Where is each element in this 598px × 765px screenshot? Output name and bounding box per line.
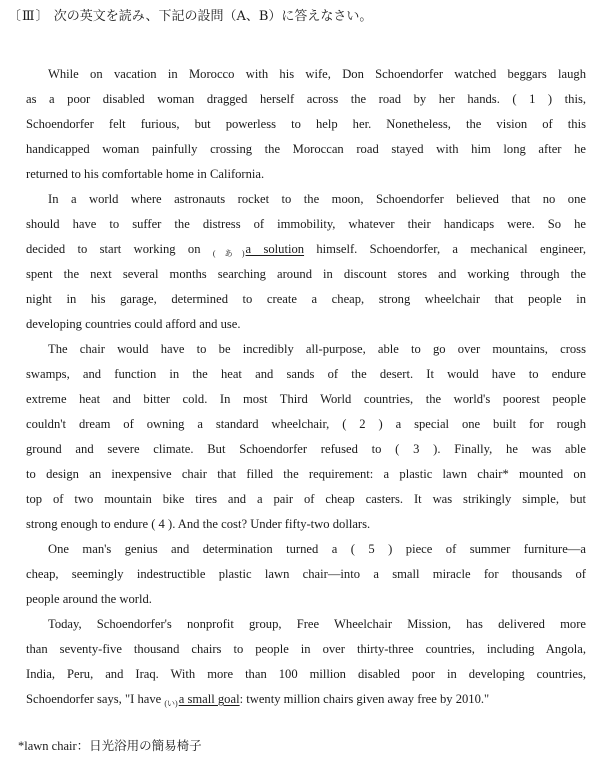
passage-line bbox=[26, 487, 586, 512]
passage-line bbox=[26, 562, 586, 587]
line-text: While on vacation in Morocco with his wife, Don Schoendorfer watched beggars laugh bbox=[48, 67, 586, 81]
passage-line bbox=[26, 412, 586, 437]
line-text: strong enough to endure ( 4 ). And the cost? Under fifty-two dollars. bbox=[26, 517, 371, 531]
footnote: *lawn chair：日光浴用の簡易椅子 bbox=[18, 739, 202, 753]
passage-line bbox=[26, 112, 586, 137]
passage-line bbox=[26, 687, 586, 712]
section-number: 〔Ⅲ〕 bbox=[8, 9, 50, 24]
passage-line bbox=[26, 612, 586, 637]
line-text: top of two mountain bike tires and a pair of cheap casters. It was strikingly simple, but bbox=[26, 492, 586, 506]
line-text: developing countries could afford and use. bbox=[26, 317, 241, 331]
line-text: handicapped woman painfully crossing the Moroccan road stayed with him long after he bbox=[26, 142, 586, 156]
line-text: people around the world. bbox=[26, 592, 152, 606]
line-text: couldn't dream of owning a standard wheelchair, ( 2 ) a special one built for rough bbox=[26, 417, 586, 431]
passage-line bbox=[26, 162, 586, 187]
passage-line bbox=[26, 637, 586, 662]
passage-line bbox=[26, 237, 586, 262]
line-text: as a poor disabled woman dragged herself across the road by her hands. ( 1 ) this, bbox=[26, 92, 586, 106]
line-text: than seventy-five thousand chairs to people in over thirty-three countries, including Angola, bbox=[26, 642, 586, 656]
line-text: swamps, and function in the heat and sands of the desert. It would have to endure bbox=[26, 367, 586, 381]
passage-line bbox=[26, 337, 586, 362]
line-text: The chair would have to be incredibly all-purpose, able to go over mountains, cross bbox=[48, 342, 586, 356]
passage-line bbox=[26, 512, 586, 537]
section-header bbox=[8, 8, 372, 26]
passage-line bbox=[26, 437, 586, 462]
passage-line bbox=[26, 62, 586, 87]
passage-line bbox=[26, 387, 586, 412]
underlined-phrase: a solution bbox=[245, 242, 305, 256]
line-text: should have to suffer the distress of immobility, whatever their handicaps were. So he bbox=[26, 217, 586, 231]
passage-line bbox=[26, 87, 586, 112]
passage-line bbox=[26, 362, 586, 387]
underlined-phrase: a small goal bbox=[178, 692, 240, 706]
line-text-pre: decided to start working on bbox=[26, 242, 213, 256]
section-instruction: 次の英文を読み、下記の設問（A、B）に答えなさい。 bbox=[53, 9, 373, 24]
line-text-post: himself. Schoendorfer, a mechanical engineer, bbox=[304, 242, 587, 256]
line-text: cheap, seemingly indestructible plastic lawn chair—into a small miracle for thousands of bbox=[26, 567, 586, 581]
line-text: ground and severe climate. But Schoendorfer refused to ( 3 ). Finally, he was able bbox=[26, 442, 586, 456]
line-text: night in his garage, determined to create a cheap, strong wheelchair that people in bbox=[26, 292, 586, 306]
passage-line bbox=[26, 187, 586, 212]
line-text: Schoendorfer felt furious, but powerless to help her. Nonetheless, the vision of this bbox=[26, 117, 586, 131]
line-text: spent the next several months searching around in discount stores and working through the bbox=[26, 267, 586, 281]
passage-line bbox=[26, 462, 586, 487]
line-text: Today, Schoendorfer's nonprofit group, Free Wheelchair Mission, has delivered more bbox=[48, 617, 586, 631]
passage bbox=[26, 62, 586, 712]
line-text: In a world where astronauts rocket to the moon, Schoendorfer believed that no one bbox=[48, 192, 586, 206]
passage-line bbox=[26, 262, 586, 287]
line-text: One man's genius and determination turned a ( 5 ) piece of summer furniture—a bbox=[48, 542, 586, 556]
line-text: India, Peru, and Iraq. With more than 100 million disabled poor in developing countries, bbox=[26, 667, 586, 681]
passage-line bbox=[26, 312, 586, 337]
line-text: to design an inexpensive chair that filled the requirement: a plastic lawn chair* mounted on bbox=[26, 467, 586, 481]
passage-line bbox=[26, 537, 586, 562]
passage-line bbox=[26, 137, 586, 162]
line-text: extreme heat and bitter cold. In most Third World countries, the world's poorest people bbox=[26, 392, 586, 406]
passage-line bbox=[26, 212, 586, 237]
line-text-pre: Schoendorfer says, "I have bbox=[26, 692, 165, 706]
line-text: returned to his comfortable home in California. bbox=[26, 167, 265, 181]
passage-line bbox=[26, 287, 586, 312]
underline-marker: (い) bbox=[164, 699, 178, 708]
underline-marker: (あ) bbox=[212, 249, 245, 258]
passage-line bbox=[26, 587, 586, 612]
passage-line bbox=[26, 662, 586, 687]
line-text-post: : twenty million chairs given away free by 2010." bbox=[239, 692, 490, 706]
